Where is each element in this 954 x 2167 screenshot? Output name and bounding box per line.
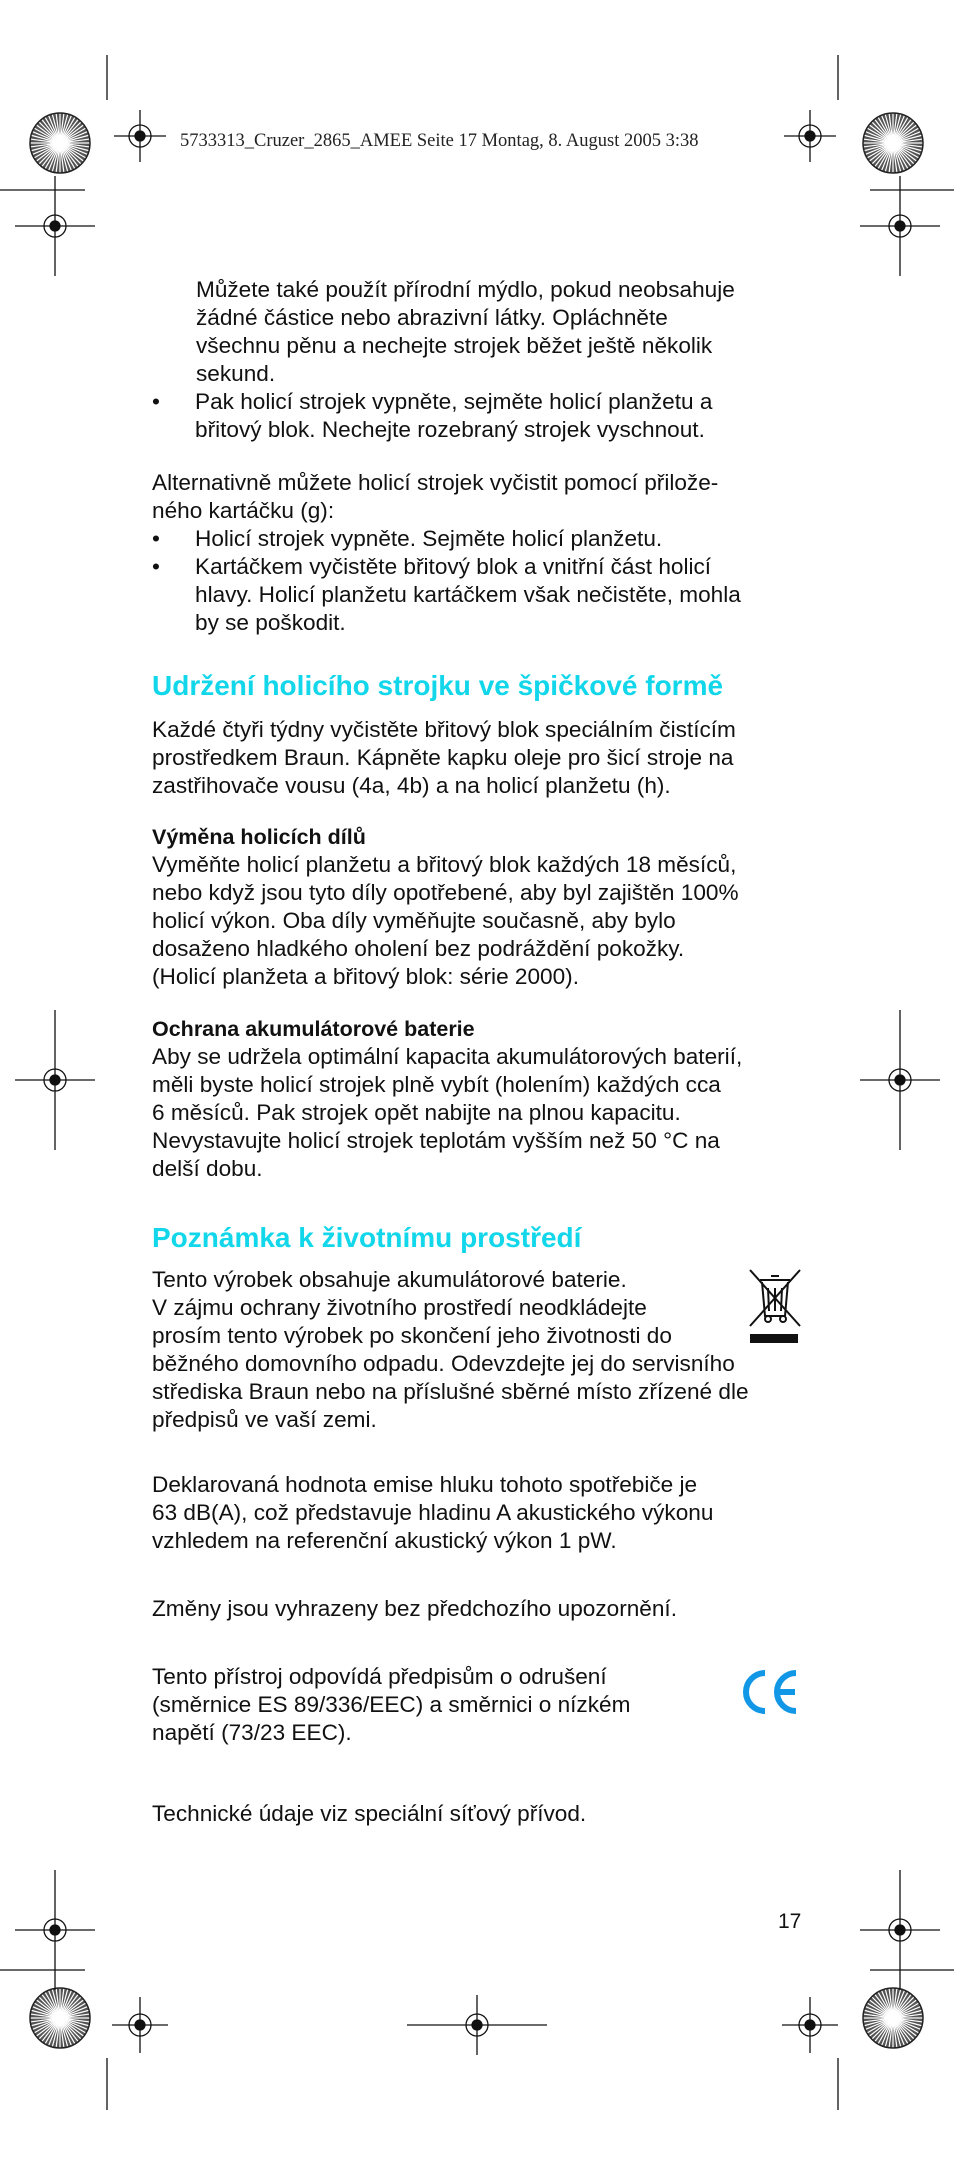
text-line: prosím tento výrobek po skončení jeho životnosti do [152,1323,672,1348]
text-line: nebo když jsou tyto díly opotřebené, aby byl zajištěn 100% [152,880,739,905]
print-slug-header: 5733313_Cruzer_2865_AMEE Seite 17 Montag, 8. August 2005 3:38 [180,131,699,151]
text-line: V zájmu ochrany životního prostředí neodkládejte [152,1295,647,1320]
text-line: Tento výrobek obsahuje akumulátorové baterie. [152,1267,627,1292]
paragraph-compliance [152,1663,802,1747]
text-line: všechnu pěnu a nechejte strojek běžet ještě několik [196,333,713,358]
text-line: by se poškodit. [195,610,346,635]
text-line: sekund. [196,361,276,386]
subheading-battery: Ochrana akumulátorové baterie [152,1017,475,1041]
text-line: 6 měsíců. Pak strojek opět nabijte na plnou kapacitu. [152,1100,681,1125]
paragraph-noise [152,1471,802,1555]
paragraph-battery [152,1043,802,1183]
bullet-dot: • [152,389,160,414]
bullet-dot: • [152,526,160,551]
paragraph-maintenance [152,716,802,800]
paragraph-changes [152,1595,802,1623]
subheading-replacing-parts: Výměna holicích dílů [152,825,366,849]
text-line: delší dobu. [152,1156,263,1181]
text-line: střediska Braun nebo na příslušné sběrné místo zřízené dle [152,1379,749,1404]
text-line: Můžete také použít přírodní mýdlo, pokud neobsahuje [196,277,735,302]
bullet-dot: • [152,554,160,579]
text-line: Nevystavujte holicí strojek teplotám vyšším než 50 °C na [152,1128,720,1153]
text-line: Každé čtyři týdny vyčistěte břitový blok speciálním čistícím [152,717,736,742]
text-line: Technické údaje viz speciální síťový přívod. [152,1801,587,1826]
text-line: napětí (73/23 EEC). [152,1720,352,1745]
text-line: holicí výkon. Oba díly vyměňujte současně, aby bylo [152,908,676,933]
text-line: Deklarovaná hodnota emise hluku tohoto spotřebiče je [152,1472,698,1497]
text-line: Vyměňte holicí planžetu a břitový blok každých 18 měsíců, [152,852,737,877]
paragraph-brush-intro [152,469,802,525]
text-line: 63 dB(A), což představuje hladinu A akustického výkonu [152,1500,714,1525]
text-line: žádné částice nebo abrazivní látky. Opláchněte [196,305,668,330]
text-line: prostředkem Braun. Kápněte kapku oleje pro šicí stroje na [152,745,734,770]
bullet-text [195,525,662,553]
text-line: Alternativně můžete holicí strojek vyčistit pomocí přilože- [152,470,719,495]
bullet-text [195,388,712,444]
text-line: předpisů ve vaší zemi. [152,1407,377,1432]
crossed-out-wheelie-bin-icon [746,1268,802,1346]
text-line: Holicí strojek vypněte. Sejměte holicí planžetu. [195,526,663,551]
text-line: Aby se udržela optimální kapacita akumulátorových baterií, [152,1044,743,1069]
text-line: běžného domovního odpadu. Odevzdejte jej do servisního [152,1351,735,1376]
text-line: hlavy. Holicí planžetu kartáčkem však nečistěte, mohla [195,582,741,607]
text-line: Změny jsou vyhrazeny bez předchozího upozornění. [152,1596,677,1621]
text-line: břitový blok. Nechejte rozebraný strojek vyschnout. [195,417,705,442]
section-heading-environment: Poznámka k životnímu prostředí [152,1222,582,1253]
text-line: ného kartáčku (g): [152,498,335,523]
paragraph-technical-data [152,1800,802,1828]
text-line: zastřihovače vousu (4a, 4b) a na holicí planžetu (h). [152,773,671,798]
text-line: Pak holicí strojek vypněte, sejměte holicí planžetu a [195,389,713,414]
text-line: Tento přístroj odpovídá předpisům o odrušení [152,1664,607,1689]
text-line: vzhledem na referenční akustický výkon 1 pW. [152,1528,617,1553]
text-line: Kartáčkem vyčistěte břitový blok a vnitřní část holicí [195,554,712,579]
paragraph-environment [152,1266,802,1434]
paragraph-soap-note [196,276,846,388]
page-number: 17 [778,1910,802,1933]
ce-mark-icon [739,1667,801,1717]
text-line: dosaženo hladkého oholení bez podráždění pokožky. [152,936,685,961]
section-heading-maintenance: Udržení holicího strojku ve špičkové formě [152,670,724,701]
text-line: měli byste holicí strojek plně vybít (holením) každých cca [152,1072,721,1097]
text-line: (Holicí planžeta a břitový blok: série 2000). [152,964,579,989]
text-line: (směrnice ES 89/336/EEC) a směrnici o nízkém [152,1692,631,1717]
paragraph-replacing-parts [152,851,802,991]
bullet-text [195,553,741,637]
